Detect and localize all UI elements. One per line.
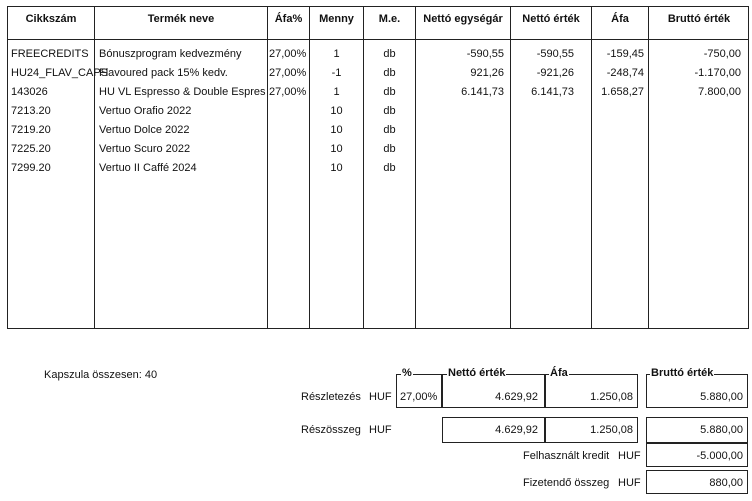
cell-product-name: Vertuo Dolce 2022: [99, 124, 190, 136]
header-code: Cikkszám: [25, 13, 77, 25]
cell-gross-value: -750,00: [703, 48, 741, 60]
cell-quantity: 1: [333, 86, 340, 98]
credit-label: Felhasznált kredit: [523, 450, 610, 462]
capsule-total: Kapszula összesen: 40: [44, 369, 158, 381]
detail-vat-percent: 27,00%: [400, 391, 438, 403]
cell-net-unit-price: 921,26: [470, 67, 504, 79]
cell-product-name: Vertuo Scuro 2022: [99, 143, 191, 155]
cell-vat-percent: 27,00%: [269, 86, 307, 98]
header-product-name: Termék neve: [147, 13, 215, 25]
detail-vat-value: 1.250,08: [590, 391, 633, 403]
cell-code: 7225.20: [11, 143, 51, 155]
cell-quantity: 10: [330, 124, 343, 136]
table-row: [8, 123, 748, 142]
table-row: [8, 142, 748, 161]
summary-header-percent: %: [402, 367, 412, 379]
cell-net-unit-price: -590,55: [466, 48, 504, 60]
cell-unit: db: [383, 48, 396, 60]
invoice-items-table: [7, 6, 749, 329]
subtotal-gross-value: 5.880,00: [700, 424, 743, 436]
header-divider: [8, 39, 748, 40]
cell-unit: db: [383, 67, 396, 79]
cell-net-value: 6.141,73: [531, 86, 574, 98]
header-vat: Áfa: [611, 13, 629, 25]
cell-quantity: 10: [330, 105, 343, 117]
table-row: [8, 85, 748, 104]
header-net-unit-price: Nettó egységár: [423, 13, 503, 25]
cell-vat: -248,74: [606, 67, 644, 79]
summary-header-gross: Bruttó érték: [651, 367, 714, 379]
cell-gross-value: -1.170,00: [694, 67, 741, 79]
cell-unit: db: [383, 124, 396, 136]
cell-code: 7219.20: [11, 124, 51, 136]
detail-net-value: 4.629,92: [495, 391, 538, 403]
detail-label: Részletezés: [301, 391, 361, 403]
summary-header-vat: Áfa: [550, 367, 568, 379]
cell-quantity: 10: [330, 162, 343, 174]
cell-unit: db: [383, 105, 396, 117]
cell-code: HU24_FLAV_CAPS: [11, 67, 109, 79]
cell-quantity: -1: [331, 67, 342, 79]
cell-product-name: Vertuo II Caffé 2024: [99, 162, 197, 174]
table-row: [8, 161, 748, 180]
detail-currency: HUF: [369, 391, 392, 403]
subtotal-currency: HUF: [369, 424, 392, 436]
cell-code: 143026: [11, 86, 48, 98]
credit-currency: HUF: [618, 450, 641, 462]
table-row: [8, 47, 748, 66]
cell-net-value: -590,55: [536, 48, 574, 60]
cell-code: 7299.20: [11, 162, 51, 174]
cell-net-value: -921,26: [536, 67, 574, 79]
cell-product-name: Flavoured pack 15% kedv.: [99, 67, 228, 79]
cell-vat: -159,45: [606, 48, 644, 60]
cell-code: FREECREDITS: [11, 48, 89, 60]
payable-value: 880,00: [709, 477, 743, 489]
cell-vat-percent: 27,00%: [269, 67, 307, 79]
subtotal-label: Részösszeg: [301, 424, 361, 436]
subtotal-vat-value: 1.250,08: [590, 424, 633, 436]
subtotal-net-value: 4.629,92: [495, 424, 538, 436]
cell-vat-percent: 27,00%: [269, 48, 307, 60]
cell-quantity: 1: [333, 48, 340, 60]
header-quantity: Menny: [319, 13, 354, 25]
credit-value: -5.000,00: [696, 450, 743, 462]
payable-label: Fizetendő összeg: [523, 477, 610, 489]
cell-product-name: Vertuo Orafio 2022: [99, 105, 192, 117]
cell-code: 7213.20: [11, 105, 51, 117]
payable-currency: HUF: [618, 477, 641, 489]
summary-header-net: Nettó érték: [448, 367, 506, 379]
header-vat-percent: Áfa%: [274, 13, 303, 25]
cell-product-name: Bónuszprogram kedvezmény: [99, 48, 242, 60]
cell-vat: 1.658,27: [601, 86, 644, 98]
cell-quantity: 10: [330, 143, 343, 155]
cell-unit: db: [383, 162, 396, 174]
table-row: [8, 104, 748, 123]
detail-gross-value: 5.880,00: [700, 391, 743, 403]
cell-gross-value: 7.800,00: [698, 86, 741, 98]
header-net-value: Nettó érték: [522, 13, 580, 25]
header-unit: M.e.: [378, 13, 401, 25]
cell-unit: db: [383, 143, 396, 155]
cell-product-name: HU VL Espresso & Double Espres: [99, 86, 266, 98]
cell-unit: db: [383, 86, 396, 98]
header-gross-value: Bruttó érték: [667, 13, 731, 25]
table-row: [8, 66, 748, 85]
cell-net-unit-price: 6.141,73: [461, 86, 504, 98]
